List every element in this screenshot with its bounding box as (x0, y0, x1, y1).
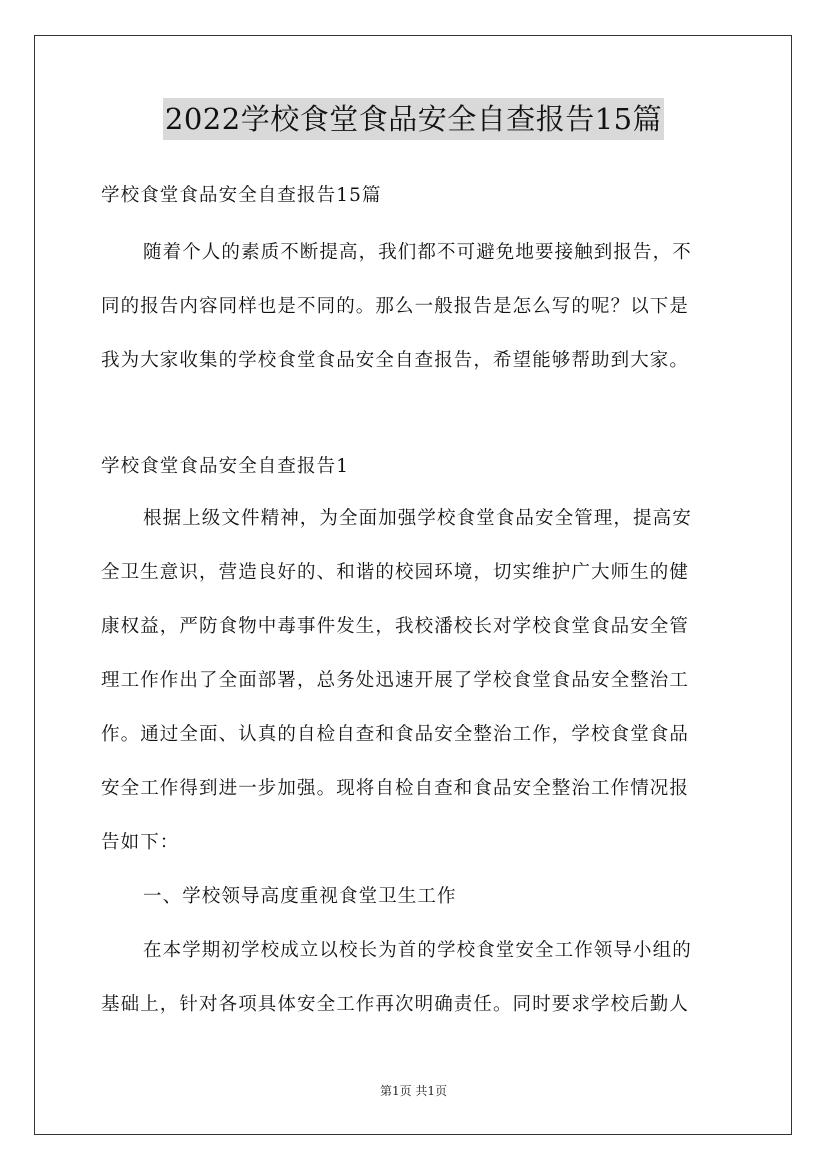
paragraph-line: 安全工作得到进一步加强。现将自检自查和食品安全整治工作情况报 (101, 778, 690, 799)
paragraph-line: 在本学期初学校成立以校长为首的学校食堂安全工作领导小组的 (143, 940, 692, 961)
document-subtitle: 学校食堂食品安全自查报告15篇 (101, 185, 382, 206)
subheading: 一、学校领导高度重视食堂卫生工作 (143, 886, 457, 907)
body-paragraph-2 (101, 924, 727, 1032)
section-heading: 学校食堂食品安全自查报告1 (101, 456, 350, 477)
paragraph-line: 随着个人的素质不断提高，我们都不可避免地要接触到报告，不 (143, 242, 692, 263)
paragraph-line: 根据上级文件精神，为全面加强学校食堂食品安全管理，提高安 (143, 508, 692, 529)
paragraph-line: 康权益，严防食物中毒事件发生，我校潘校长对学校食堂食品安全管 (101, 616, 690, 637)
intro-paragraph (101, 226, 727, 388)
paragraph-line: 同的报告内容同样也是不同的。那么一般报告是怎么写的呢？以下是 (101, 296, 690, 317)
paragraph-line: 理工作作出了全面部署，总务处迅速开展了学校食堂食品安全整治工 (101, 670, 690, 691)
subheading-block (101, 870, 727, 924)
paragraph-line: 我为大家收集的学校食堂食品安全自查报告，希望能够帮助到大家。 (101, 350, 690, 371)
paragraph-line: 告如下： (101, 832, 180, 853)
paragraph-line: 基础上，针对各项具体安全工作再次明确责任。同时要求学校后勤人 (101, 994, 690, 1015)
paragraph-line: 全卫生意识，营造良好的、和谐的校园环境，切实维护广大师生的健 (101, 562, 690, 583)
paragraph-line: 作。通过全面、认真的自检自查和食品安全整治工作，学校食堂食品 (101, 724, 690, 745)
body-paragraph (101, 492, 727, 870)
document-title: 2022学校食堂食品安全自查报告15篇 (163, 98, 664, 140)
title-container (0, 98, 827, 140)
page-footer: 第1页 共1页 (379, 1084, 448, 1098)
